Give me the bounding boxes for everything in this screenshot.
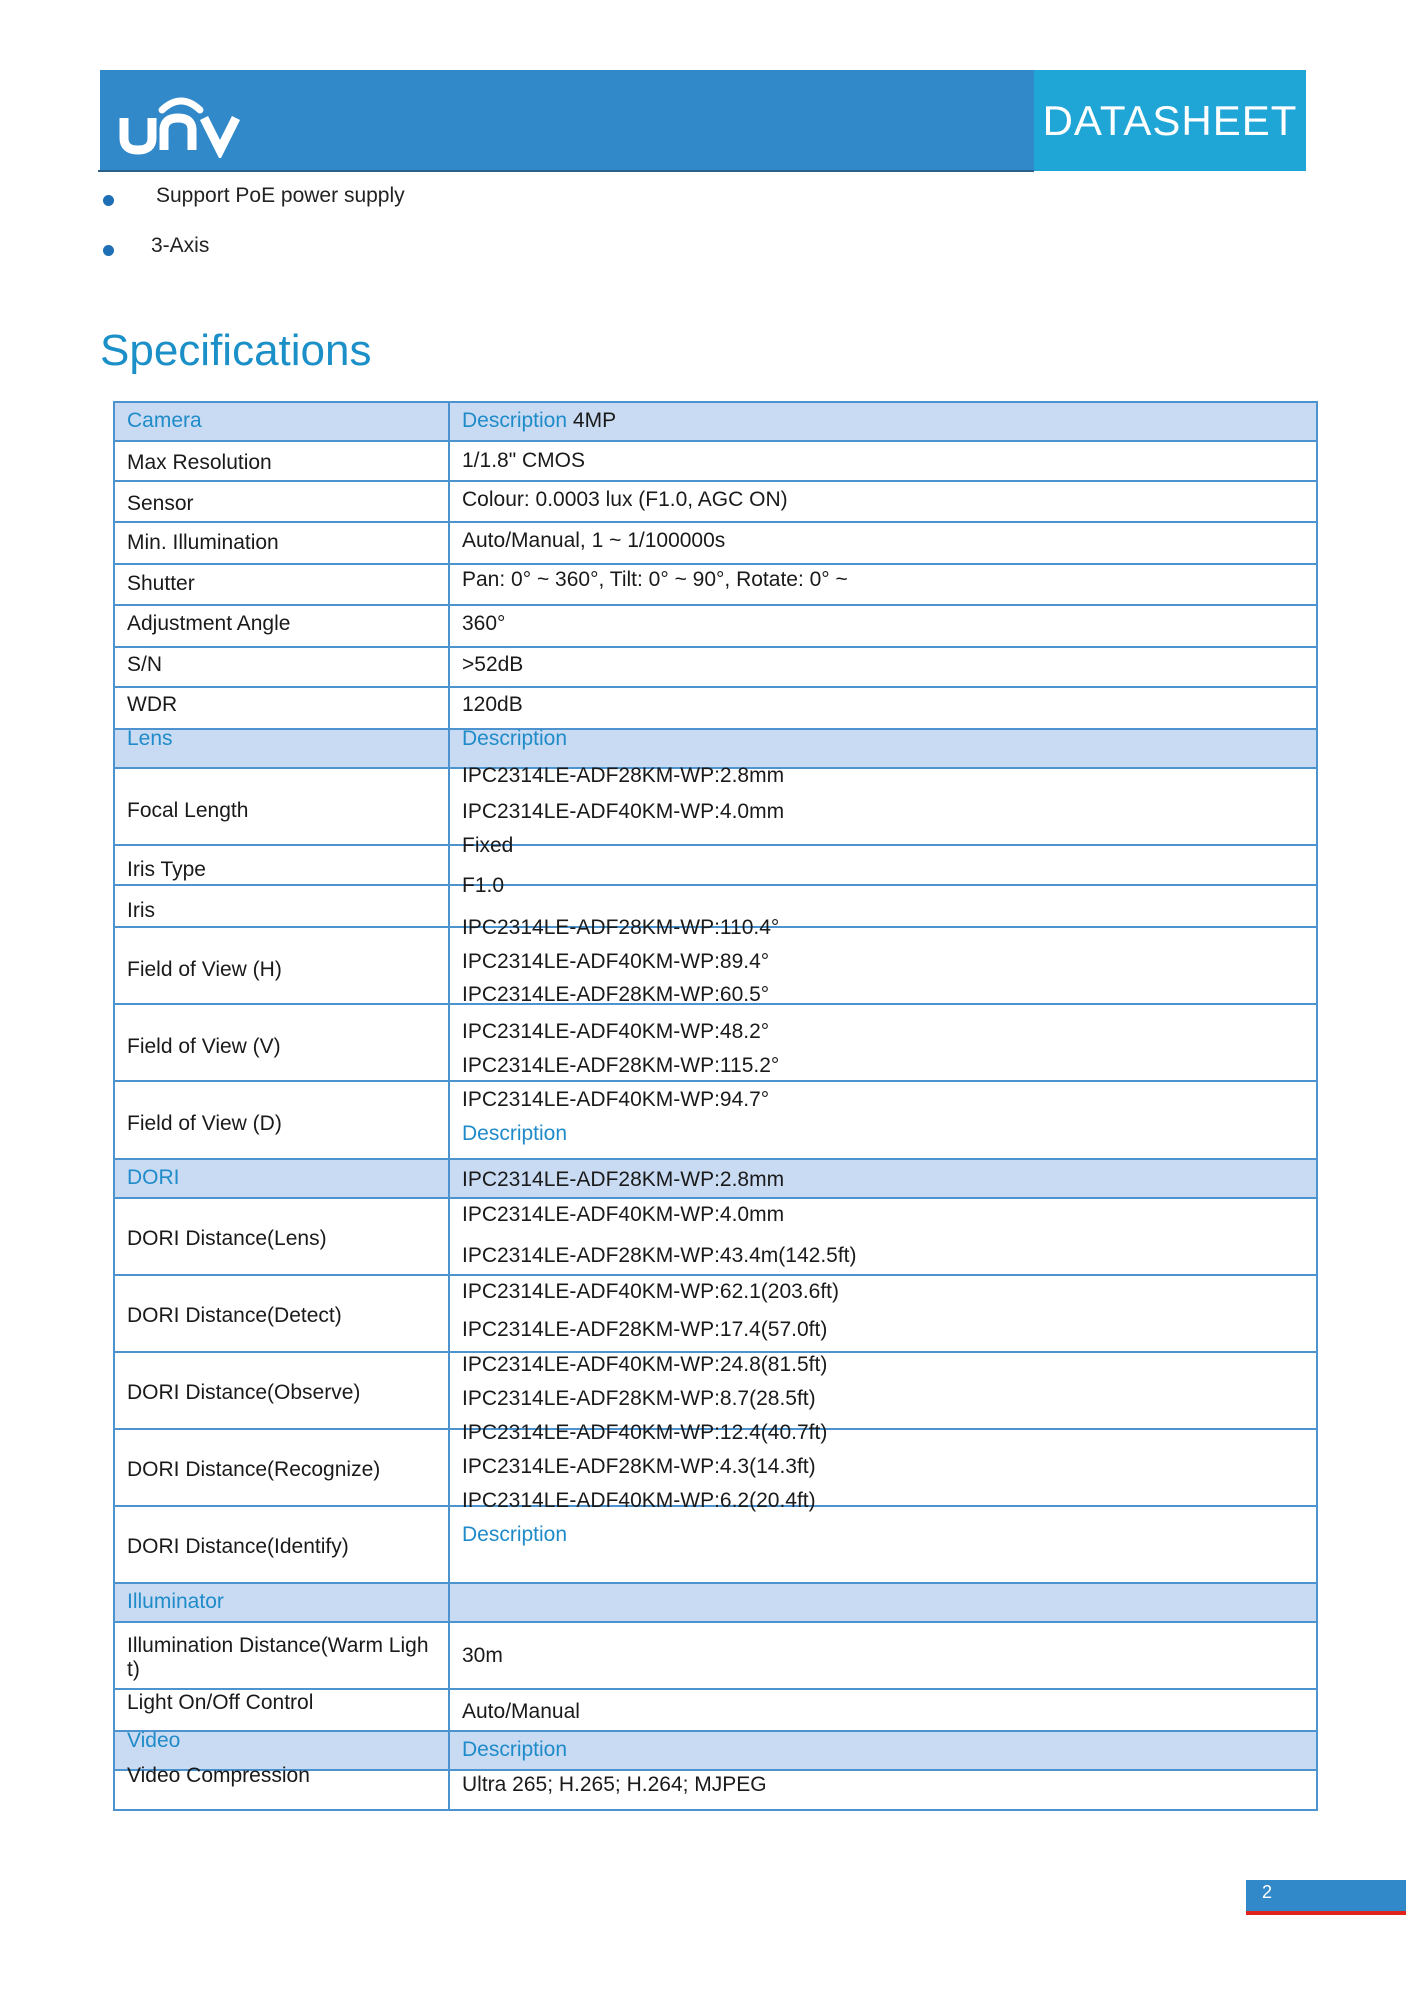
spec-value: Ultra 265; H.265; H.264; MJPEG xyxy=(462,1773,767,1796)
unv-logo xyxy=(118,88,244,158)
illuminator-header-row xyxy=(113,1583,1317,1622)
spec-value: IPC2314LE-ADF40KM-WP:89.4° xyxy=(462,950,770,973)
spec-label: Max Resolution xyxy=(127,451,272,474)
spec-value: Colour: 0.0003 lux (F1.0, AGC ON) xyxy=(462,488,788,511)
camera-header-desc xyxy=(462,409,616,433)
spec-value: IPC2314LE-ADF28KM-WP:110.4° xyxy=(462,916,780,939)
spec-value: IPC2314LE-ADF40KM-WP:62.1(203.6ft) xyxy=(462,1280,839,1303)
spec-value: IPC2314LE-ADF28KM-WP:8.7(28.5ft) xyxy=(462,1387,816,1410)
spec-value: IPC2314LE-ADF40KM-WP:4.0mm xyxy=(462,800,785,823)
header-underline xyxy=(98,170,1034,172)
spec-value: IPC2314LE-ADF40KM-WP:24.8(81.5ft) xyxy=(462,1353,828,1376)
spec-label: Field of View (D) xyxy=(127,1112,282,1135)
spec-value: IPC2314LE-ADF40KM-WP:6.2(20.4ft) xyxy=(462,1489,816,1512)
spec-value: 1/1.8" CMOS xyxy=(462,449,585,472)
bullet-3axis: 3-Axis xyxy=(151,234,210,257)
spec-value-desc: Description xyxy=(462,1122,568,1145)
spec-label: Min. Illumination xyxy=(127,531,279,554)
lens-header-row xyxy=(113,729,1317,768)
camera-desc-label: Description xyxy=(462,409,568,432)
spec-value: IPC2314LE-ADF28KM-WP:60.5° xyxy=(462,983,770,1006)
spec-value: IPC2314LE-ADF40KM-WP:94.7° xyxy=(462,1088,770,1111)
spec-value: Fixed xyxy=(462,834,514,857)
spec-value: Auto/Manual, 1 ~ 1/100000s xyxy=(462,529,726,552)
video-header-desc: Description xyxy=(462,1738,568,1761)
spec-label: Field of View (V) xyxy=(127,1035,281,1058)
section-title: Specifications xyxy=(100,326,372,375)
spec-label: DORI Distance(Observe) xyxy=(127,1381,361,1404)
spec-label: Iris Type xyxy=(127,858,206,881)
spec-value-desc: Description xyxy=(462,1523,568,1546)
spec-label: DORI Distance(Lens) xyxy=(127,1227,327,1250)
spec-value: IPC2314LE-ADF40KM-WP:4.0mm xyxy=(462,1203,785,1226)
bullet-poe: Support PoE power supply xyxy=(156,184,405,207)
spec-value: >52dB xyxy=(462,653,524,676)
spec-value: 120dB xyxy=(462,693,523,716)
camera-desc-value: 4MP xyxy=(572,409,617,432)
spec-label: DORI Distance(Detect) xyxy=(127,1304,342,1327)
spec-value: 360° xyxy=(462,612,506,635)
lens-header-desc: Description xyxy=(462,727,568,750)
spec-value: IPC2314LE-ADF28KM-WP:2.8mm xyxy=(462,1168,785,1191)
dori-header-label: DORI xyxy=(127,1166,180,1189)
spec-value: IPC2314LE-ADF28KM-WP:2.8mm xyxy=(462,764,785,787)
spec-label: Illumination Distance(Warm Ligh xyxy=(127,1634,429,1657)
illuminator-header-label: Illuminator xyxy=(127,1590,224,1613)
page-number: 2 xyxy=(1262,1882,1273,1902)
spec-label: Field of View (H) xyxy=(127,958,282,981)
spec-label: Light On/Off Control xyxy=(127,1691,314,1714)
spec-label: WDR xyxy=(127,693,178,716)
spec-label: Focal Length xyxy=(127,799,249,822)
spec-label: DORI Distance(Identify) xyxy=(127,1535,349,1558)
spec-value: IPC2314LE-ADF40KM-WP:12.4(40.7ft) xyxy=(462,1421,828,1444)
spec-value: F1.0 xyxy=(462,874,505,897)
spec-label: Sensor xyxy=(127,492,194,515)
spec-label: Video Compression xyxy=(127,1764,310,1787)
video-header-label: Video xyxy=(127,1729,181,1752)
spec-value: Auto/Manual xyxy=(462,1700,580,1723)
spec-label: Shutter xyxy=(127,572,195,595)
spec-label: Iris xyxy=(127,899,155,922)
spec-label: Adjustment Angle xyxy=(127,612,291,635)
spec-value: IPC2314LE-ADF28KM-WP:4.3(14.3ft) xyxy=(462,1455,816,1478)
spec-label: S/N xyxy=(127,653,163,676)
bullet-dot xyxy=(103,245,114,256)
camera-header-row xyxy=(113,402,1317,441)
spec-value: IPC2314LE-ADF28KM-WP:17.4(57.0ft) xyxy=(462,1318,828,1341)
spec-value: 30m xyxy=(462,1644,503,1667)
lens-header-label: Lens xyxy=(127,727,173,750)
spec-label: DORI Distance(Recognize) xyxy=(127,1458,381,1481)
spec-value: IPC2314LE-ADF40KM-WP:48.2° xyxy=(462,1020,770,1043)
datasheet-label: DATASHEET xyxy=(1042,96,1298,144)
camera-header-label: Camera xyxy=(127,409,202,432)
spec-label-wrap: t) xyxy=(127,1658,140,1681)
page-number-accent xyxy=(1246,1911,1406,1915)
spec-value: Pan: 0° ~ 360°, Tilt: 0° ~ 90°, Rotate: 0° ~ xyxy=(462,568,848,591)
bullet-dot xyxy=(103,195,114,206)
spec-value: IPC2314LE-ADF28KM-WP:43.4m(142.5ft) xyxy=(462,1244,857,1267)
spec-value: IPC2314LE-ADF28KM-WP:115.2° xyxy=(462,1054,780,1077)
